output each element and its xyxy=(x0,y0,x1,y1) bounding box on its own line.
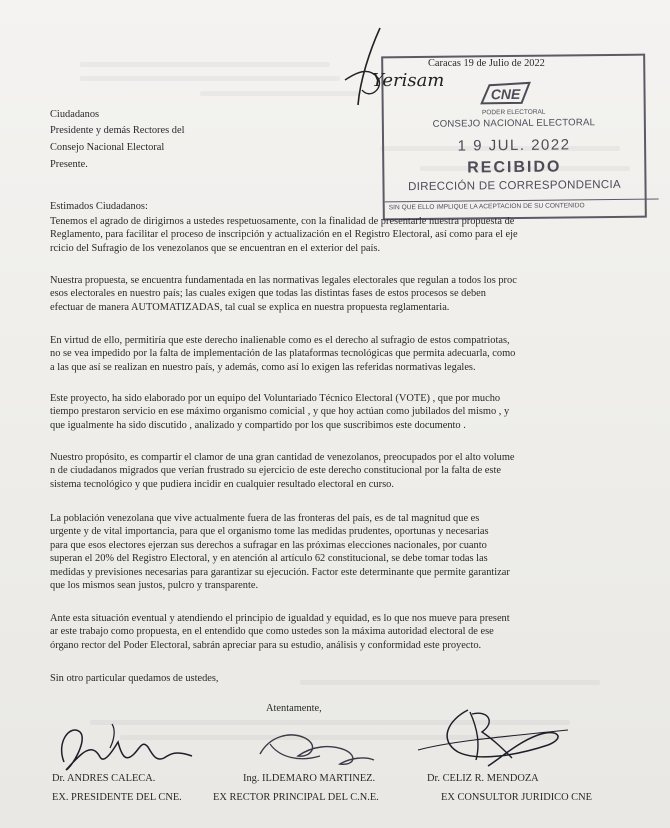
paragraph-line: Ante esta situación eventual y atendiendo el principio de igualdad y equidad, es lo que nos mueve para present xyxy=(50,613,510,624)
paragraph-line: superan el 20% del Registro Electoral, y en atención al artículo 62 constitucional, se debe tomar todas las xyxy=(50,553,488,565)
stamp-department: DIRECCIÓN DE CORRESPONDENCIA xyxy=(408,178,622,194)
paragraph-line: a las que así se realizan en nuestro país, y además, como así lo exigen las referidas normativas legales. xyxy=(50,361,476,373)
paragraph-line: que los mismos sean justos, pulcro y transparente. xyxy=(50,580,259,592)
paragraph-1 xyxy=(50,215,518,255)
salutation-line-1: Ciudadanos xyxy=(50,109,100,120)
closing: Atentamente, xyxy=(266,703,322,714)
paragraph-line: Nuestra propuesta, se encuentra fundamentada en las normativas legales electorales que regulan a todos los proc xyxy=(50,275,517,286)
paragraph-line: En virtud de ello, permitiría que este derecho inalienable como es el derecho al sufragio de estos compatriotas, xyxy=(50,335,510,346)
handwritten-mark xyxy=(340,20,470,115)
signatory-1-title: EX. PRESIDENTE DEL CNE. xyxy=(52,792,182,803)
paragraph-line: esos electorales en nuestro país; las cuales exigen que todas las distintas fases de estos procesos se deben xyxy=(50,288,486,300)
paragraph-line: órgano rector del Poder Electoral, sabrán apreciar para su estudio, análisis y conformidad este proyecto. xyxy=(50,639,482,651)
signatory-2-title: EX RECTOR PRINCIPAL DEL C.N.E. xyxy=(213,792,379,803)
signature-1-icon xyxy=(52,712,202,777)
cne-logo-text: CNE xyxy=(490,85,521,103)
signatory-3-name: Dr. CELIZ R. MENDOZA xyxy=(427,773,539,784)
paragraph-2 xyxy=(50,274,517,314)
signature-2-icon xyxy=(250,716,380,776)
paragraph-line: Este proyecto, ha sido elaborado por un equipo del Voluntariado Técnico Electoral (VOTE) , que por mucho xyxy=(50,393,501,404)
paragraph-line: Sin otro particular quedamos de ustedes, xyxy=(50,673,219,684)
paragraph-line: para que esos electores ejerzan sus derechos a sufragar en las próximas elecciones nacionales, por cuanto xyxy=(50,539,487,551)
paragraph-3 xyxy=(50,334,515,374)
signature-3-icon xyxy=(408,700,578,772)
stamp-council: CONSEJO NACIONAL ELECTORAL xyxy=(432,117,596,130)
paragraph-line: sistema tecnológico y que pudiera incidir en cualquier resultado electoral en curso. xyxy=(50,478,394,490)
stamp-received: RECIBIDO xyxy=(467,158,562,177)
paragraph-line: Tenemos el agrado de dirigirnos a ustedes respetuosamente, con la finalidad de presentarle nuestra propuesta de xyxy=(50,216,515,227)
paragraph-line: Reglamento, para facilitar el proceso de inscripción y actualización en el Registro Electoral, así como para el eje xyxy=(50,229,518,241)
paragraph-line: efectuar de manera AUTOMATIZADAS, tal cual se explica en nuestra propuesta reglamentaria. xyxy=(50,301,450,313)
greeting: Estimados Ciudadanos: xyxy=(50,201,148,212)
signatory-3-title: EX CONSULTOR JURIDICO CNE xyxy=(441,792,592,803)
stamp-note: SIN QUE ELLO IMPLIQUE LA ACEPTACION DE SU CONTENIDO xyxy=(385,198,659,214)
paragraph-line: medidas y previsiones necesarias para garantizar su ejecución. Factor este determinante que permite garantizar xyxy=(50,566,510,578)
paragraph-4 xyxy=(50,392,509,432)
paragraph-8 xyxy=(50,672,219,685)
paragraph-line: ar este trabajo como propuesta, en el entendido que como ustedes son la máxima autoridad electoral de ese xyxy=(50,626,494,638)
salutation-line-2: Presidente y demás Rectores del xyxy=(50,125,185,136)
paragraph-line: La población venezolana que vive actualmente fuera de las fronteras del país, es de tal magnitud que es xyxy=(50,513,480,524)
paragraph-line: n de ciudadanos migrados que verían frustrado su ejercicio de este derecho constitucional por la falta de este xyxy=(50,465,501,477)
paragraph-line: no se vea impedido por la falta de implementación de las plataformas tecnológicas que permita adecuarla, como xyxy=(50,348,516,360)
paragraph-6 xyxy=(50,512,510,592)
signatory-1-name: Dr. ANDRES CALECA. xyxy=(52,773,156,784)
paragraph-line: urgente y de vital importancia, para que el organismo tome las medidas prudentes, oportunas y necesarias xyxy=(50,526,489,538)
salutation-line-3: Consejo Nacional Electoral xyxy=(50,142,165,153)
paragraph-line: que igualmente ha sido discutido , analizado y compartido por los que suscribimos este documento . xyxy=(50,419,466,431)
salutation-line-4: Presente. xyxy=(50,159,88,170)
paragraph-line: rcicio del Sufragio de los venezolanos que se encuentran en el exterior del país. xyxy=(50,242,381,254)
paragraph-line: Nuestro propósito, es compartir el clamor de una gran cantidad de venezolanos, preocupados por el alto volume xyxy=(50,452,515,463)
paragraph-5 xyxy=(50,451,515,491)
signatory-2-name: Ing. ILDEMARO MARTINEZ. xyxy=(243,773,376,784)
paragraph-line: tiempo prestaron servicio en ese máximo organismo comicial , y que hoy actúan como jubilados del mismo , y xyxy=(50,406,510,418)
paragraph-7 xyxy=(50,612,510,652)
cne-logo-icon xyxy=(475,79,535,108)
place-date: Caracas 19 de Julio de 2022 xyxy=(428,58,545,69)
handwritten-text: Yerisam xyxy=(372,70,445,91)
stamp-date: 1 9 JUL. 2022 xyxy=(457,136,571,155)
stamp-small-text: PODER ELECTORAL xyxy=(481,108,546,117)
